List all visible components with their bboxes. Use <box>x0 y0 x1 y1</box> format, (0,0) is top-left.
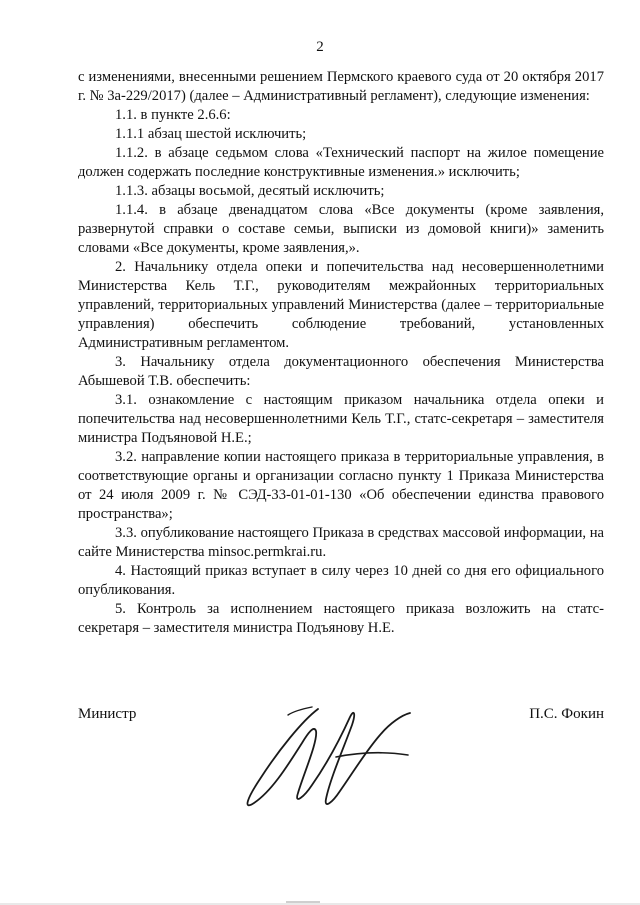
paragraph-3-2: 3.2. направление копии настоящего приказа в территориальные управления, в соответствующие органы и организации согласно пункту 1 Приказа Министерства от 24 июля 2009 г. № СЭД-33-01-01-130 «Об обеспечении единства правового пространства»; <box>78 449 604 522</box>
paragraph-1-1-2: 1.1.2. в абзаце седьмом слова «Технический паспорт на жилое помещение должен содержать последние конструктивные изменения.» исключить; <box>78 145 604 180</box>
handwritten-signature <box>232 695 432 815</box>
page-edge-marks <box>0 892 640 905</box>
paragraph-intro-continuation: с изменениями, внесенными решением Пермского краевого суда от 20 октября 2017 г. № 3а-229/2017) (далее – Административный регламент), следующие изменения: <box>78 69 604 104</box>
document-body <box>78 68 604 638</box>
paragraph-1-1-4: 1.1.4. в абзаце двенадцатом слова «Все документы (кроме заявления, развернутой справки о составе семьи, выписки из домовой книги)» заменить словами «Все документы, кроме заявления,». <box>78 202 604 256</box>
paragraph-3: 3. Начальнику отдела документационного обеспечения Министерства Абышевой Т.В. обеспечить: <box>78 354 604 389</box>
paragraph-3-3: 3.3. опубликование настоящего Приказа в средствах массовой информации, на сайте Министерства minsoc.permkrai.ru. <box>78 525 604 560</box>
signer-name: П.С. Фокин <box>529 706 604 722</box>
paragraph-5: 5. Контроль за исполнением настоящего приказа возложить на статс-секретаря – заместителя министра Подъянову Н.Е. <box>78 601 604 636</box>
paragraph-1-1-1: 1.1.1 абзац шестой исключить; <box>115 126 307 142</box>
page-number: 2 <box>316 39 324 55</box>
paragraph-3-1: 3.1. ознакомление с настоящим приказом начальника отдела опеки и попечительства над несовершеннолетними Кель Т.Г., статс-секретаря – заместителя министра Подъяновой Н.Е.; <box>78 392 604 446</box>
signer-title: Министр <box>78 706 137 722</box>
paragraph-1-1: 1.1. в пункте 2.6.6: <box>115 107 231 123</box>
paragraph-4: 4. Настоящий приказ вступает в силу через 10 дней со дня его официального опубликования. <box>78 563 604 598</box>
paragraph-1-1-3: 1.1.3. абзацы восьмой, десятый исключить; <box>115 183 385 199</box>
paragraph-2: 2. Начальнику отдела опеки и попечительства над несовершеннолетними Министерства Кель Т.Г., руководителям межрайонных территориальных управлений, территориальных управлений Министерства (далее – территориальные управления) обеспечить соблюдение требований, установленных Административным регламентом. <box>78 259 604 351</box>
